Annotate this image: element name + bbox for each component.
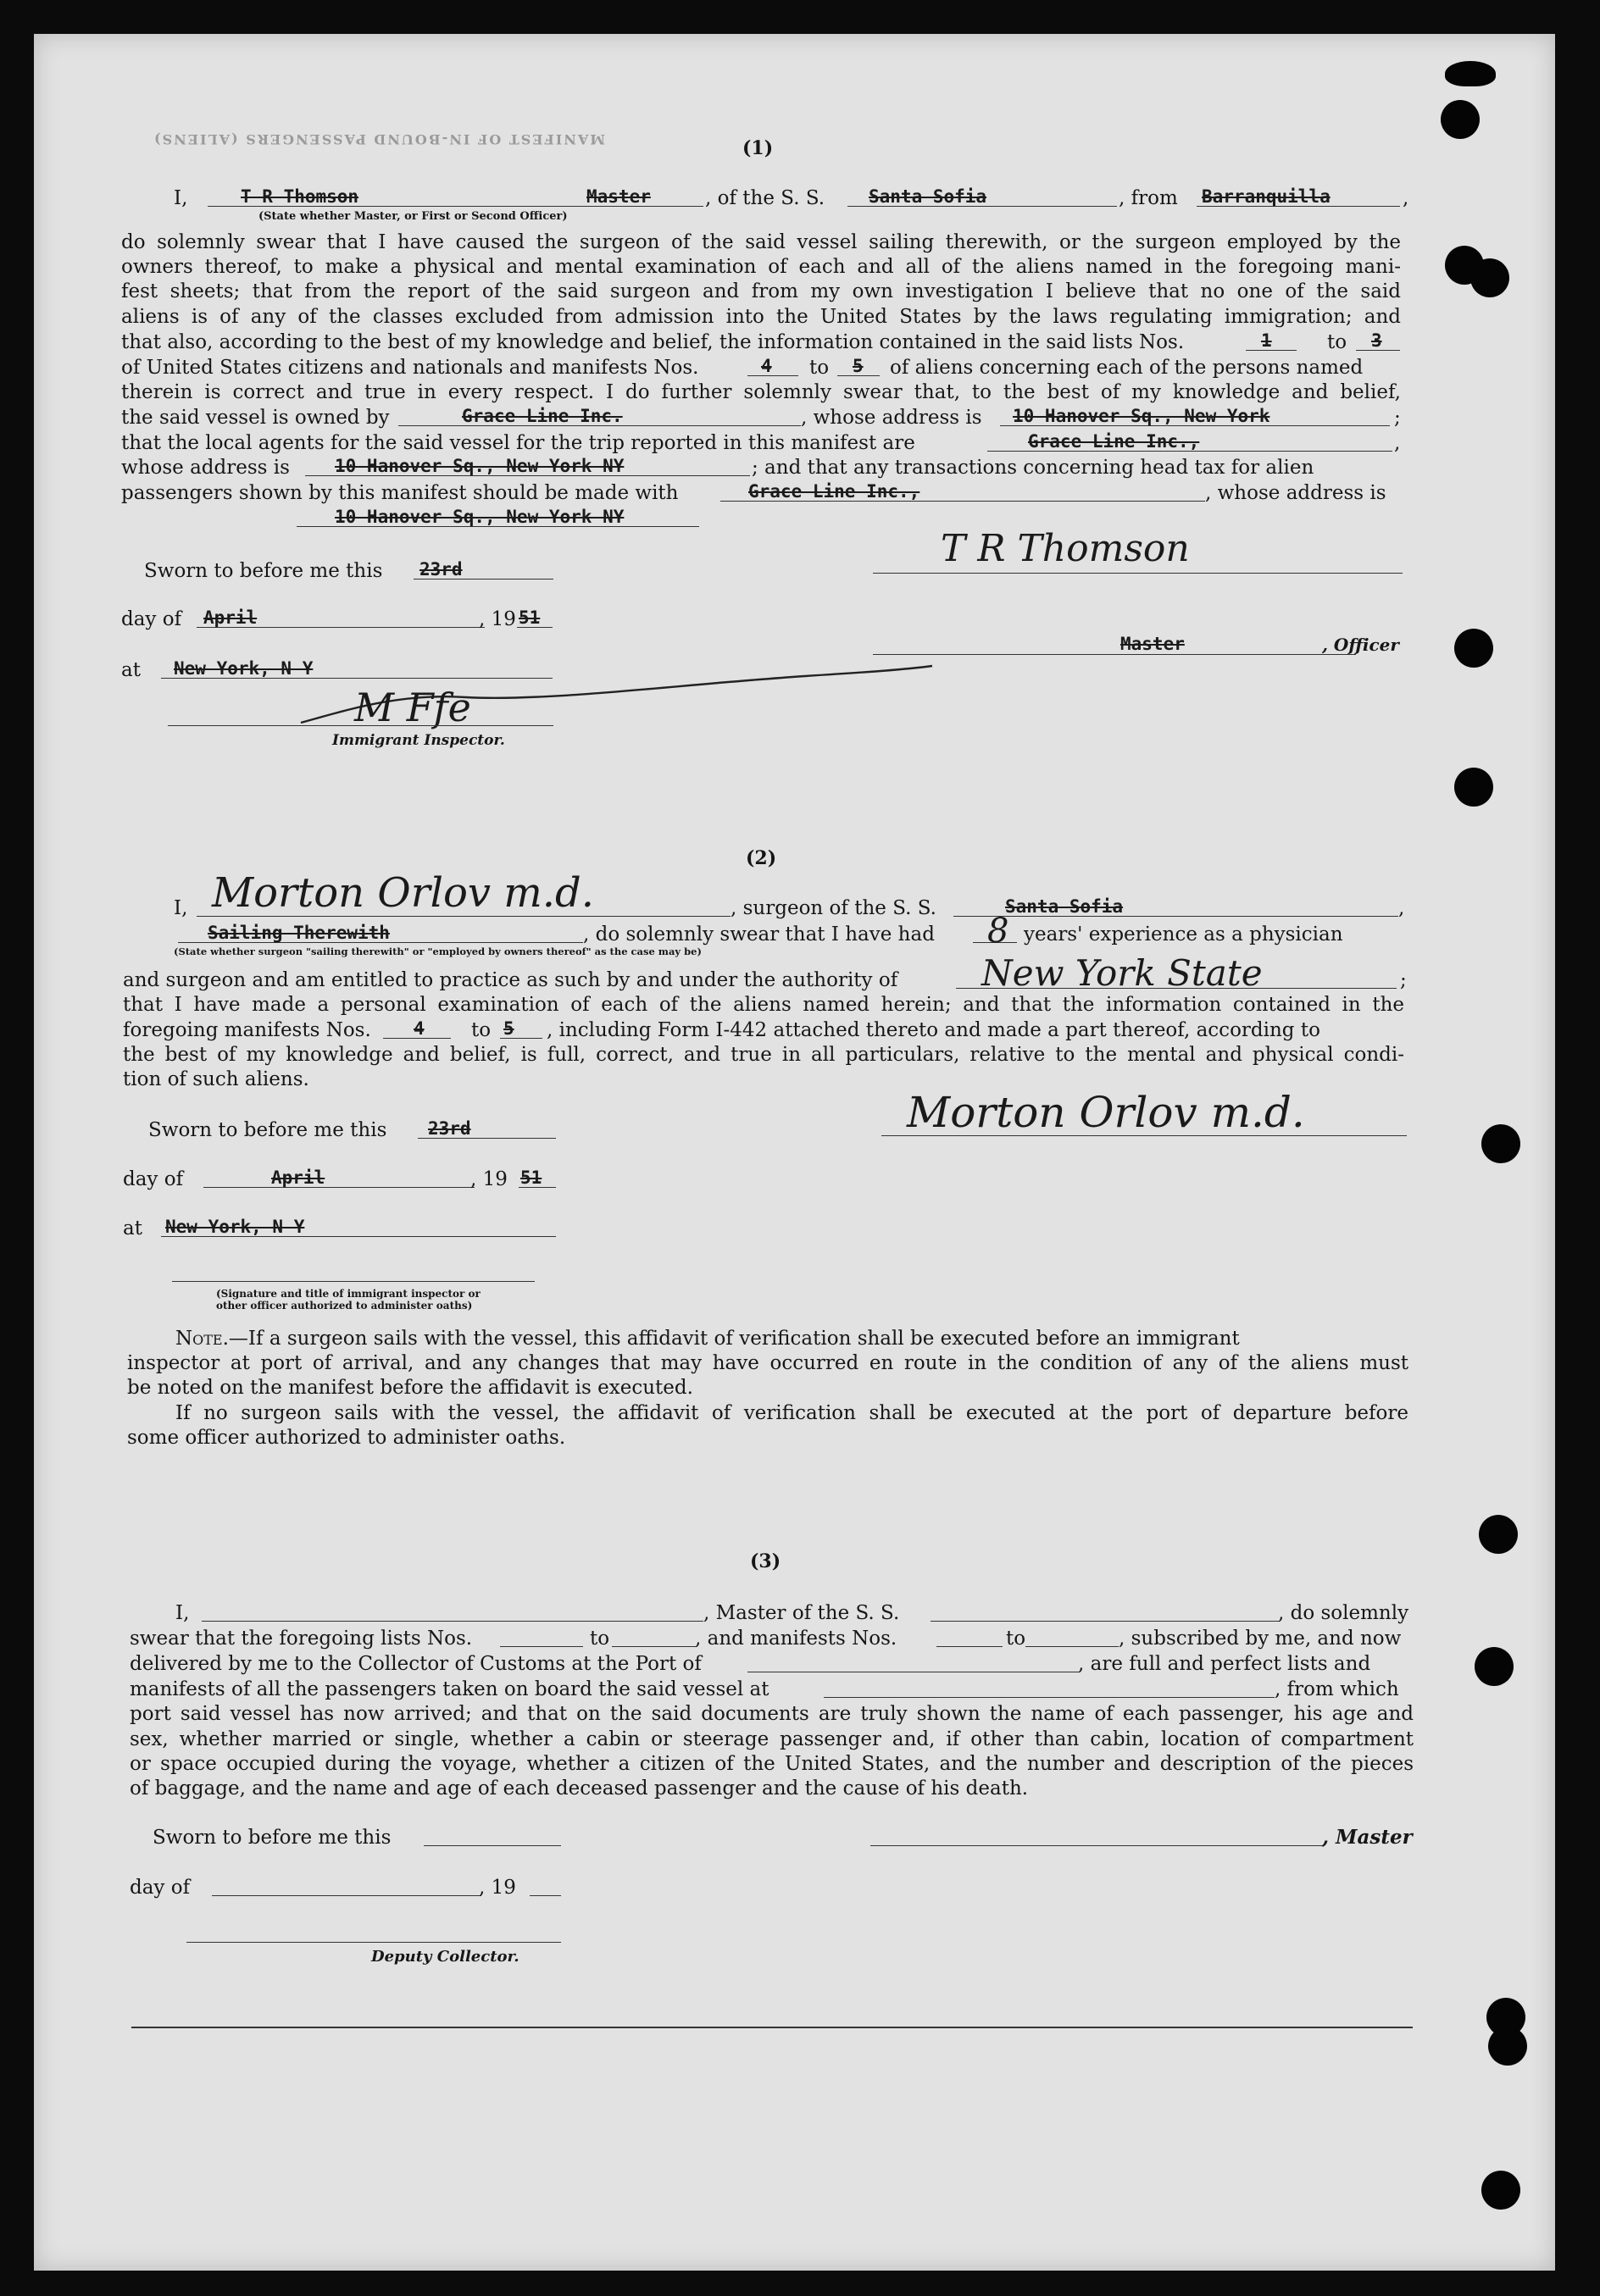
s3-p4a: manifests of all the passengers taken on board the said vessel at — [130, 1678, 769, 1700]
rule-s3-ship — [931, 1621, 1280, 1622]
rule-s3-lists-to — [612, 1646, 697, 1647]
s1-to1: to — [1327, 331, 1347, 353]
s1-day: 23rd — [419, 559, 463, 580]
section-1-number: (1) — [742, 137, 774, 159]
s1-at: at — [121, 659, 141, 681]
s1-para-8a: the said vessel is owned by — [121, 407, 390, 429]
rule-master-sig — [873, 573, 1403, 574]
s1-para-2: owners thereof, to make a physical and mental examination of each and all of the aliens named in the foregoing mani- — [121, 256, 1401, 278]
tax-address: 10 Hanover Sq., New York NY — [335, 507, 625, 527]
s2-manifest-from: 4 — [414, 1018, 425, 1039]
s2-p4a: foregoing manifests Nos. — [123, 1019, 371, 1041]
s2-nineteen: , 19 — [470, 1168, 508, 1190]
punch-hole — [1445, 61, 1496, 86]
s3-master-of: , Master of the S. S. — [703, 1602, 900, 1624]
s2-p1b: , do solemnly swear that I have had — [583, 923, 935, 946]
rule-s3-month — [212, 1895, 481, 1896]
rule-s3-day — [424, 1845, 561, 1846]
punch-hole — [1479, 1515, 1518, 1554]
note-sig-1: (Signature and title of immigrant inspector or — [216, 1288, 481, 1300]
note-para-3: be noted on the manifest before the affidavit is executed. — [127, 1377, 693, 1399]
s3-day-of: day of — [130, 1877, 191, 1899]
s2-at: at — [123, 1217, 142, 1240]
authority-handwritten: New York State — [981, 952, 1263, 994]
s1-para-11b: , whose address is — [1205, 482, 1386, 504]
master-title: Master — [586, 186, 651, 207]
owner-address: 10 Hanover Sq., New York — [1013, 406, 1270, 426]
inspector-label: Immigrant Inspector. — [332, 732, 505, 749]
s1-para-4: aliens is of any of the classes excluded from admission into the United States by the laws regulating immigration; and — [121, 306, 1401, 328]
owner: Grace Line Inc. — [462, 406, 623, 426]
s2-month: April — [271, 1167, 325, 1188]
s1-para-6a: of United States citizens and nationals and manifests Nos. — [121, 357, 699, 379]
s2-p1c: years' experience as a physician — [1024, 923, 1343, 946]
rule-inspector — [168, 725, 553, 726]
s1-at-place: New York, N Y — [174, 658, 314, 679]
s1-comma: , — [1403, 187, 1409, 209]
s3-master-label: , Master — [1322, 1826, 1413, 1849]
manifests-from: 4 — [761, 356, 772, 376]
s1-para-11a: passengers shown by this manifest should be made with — [121, 482, 679, 504]
s1-i: I, — [174, 187, 188, 209]
punch-hole — [1454, 768, 1493, 807]
lists-from: 1 — [1261, 330, 1272, 351]
rule-s2-signature — [172, 1281, 535, 1282]
from-port: Barranquilla — [1202, 186, 1331, 207]
note-para-4: If no surgeon sails with the vessel, the affidavit of verification shall be executed at the port of departure before — [175, 1402, 1408, 1424]
s1-to2: to — [809, 357, 830, 379]
s2-i: I, — [174, 897, 188, 919]
s1-comma2: , — [1394, 432, 1401, 454]
manifests-to: 5 — [853, 356, 864, 376]
agent-address: 10 Hanover Sq., New York NY — [335, 456, 625, 476]
officer-label: , Officer — [1322, 635, 1399, 655]
note-para-2: inspector at port of arrival, and any changes that may have occurred en route in the condition of any of the aliens must — [127, 1352, 1408, 1374]
master-name: T R Thomson — [241, 186, 359, 207]
punch-hole — [1488, 2027, 1527, 2066]
s2-para-6: tion of such aliens. — [123, 1068, 309, 1090]
rule-s3-lists-from — [500, 1646, 583, 1647]
rule-surgeon-name — [197, 916, 731, 917]
note-status: (State whether surgeon "sailing therewith" or "employed by owners thereof" as the case may be) — [174, 946, 702, 957]
bleed-through-header: MANIFEST OF IN-BOUND PASSENGERS (ALIENS) — [153, 131, 606, 147]
punch-hole — [1470, 258, 1509, 297]
rule-s3-year — [530, 1895, 561, 1896]
s3-sworn: Sworn to before me this — [153, 1827, 392, 1849]
s2-para-5: the best of my knowledge and belief, is full, correct, and true in all particulars, relative to the mental and physical condi- — [123, 1044, 1404, 1066]
s2-manifest-to: 5 — [503, 1018, 514, 1039]
s1-para-8b: , whose address is — [801, 407, 982, 429]
s1-semi: ; — [1394, 407, 1401, 429]
s2-semi: ; — [1400, 969, 1407, 991]
years-handwritten: 8 — [987, 912, 1009, 951]
s1-para-10b: ; and that any transactions concerning head tax for alien — [752, 457, 1314, 479]
note-label: Note. — [175, 1328, 229, 1350]
rule-master-title — [873, 654, 1356, 655]
punch-hole — [1475, 1647, 1514, 1686]
bottom-rule — [131, 2027, 1413, 2028]
rule-s3-vessel-at — [824, 1697, 1275, 1698]
s1-para-6b: of aliens concerning each of the persons named — [890, 357, 1364, 379]
s1-para-1: do solemnly swear that I have caused the surgeon of the said vessel sailing therewith, or the surgeon employed by the — [121, 231, 1401, 253]
s1-of-ss: , of the S. S. — [705, 187, 825, 209]
rule-s3-name — [202, 1621, 703, 1622]
section-2-number: (2) — [746, 847, 777, 869]
s2-ship-name: Santa Sofia — [1005, 896, 1124, 917]
s3-do-solemnly: , do solemnly — [1278, 1602, 1409, 1624]
rule-s3-man-to — [1025, 1646, 1119, 1647]
s1-from: , from — [1119, 187, 1178, 209]
master-signature: T R Thomson — [941, 527, 1190, 570]
master-sig-title: Master — [1120, 634, 1185, 654]
lists-to: 3 — [1371, 330, 1382, 351]
agents: Grace Line Inc., — [1028, 431, 1200, 452]
s1-year: 51 — [519, 607, 541, 628]
s2-p4b: , including Form I-442 attached thereto and made a part thereof, according to — [547, 1019, 1320, 1041]
s3-para-8: of baggage, and the name and age of each deceased passenger and the cause of his death. — [130, 1777, 1029, 1800]
s3-to2: to — [1006, 1628, 1026, 1650]
s1-para-9a: that the local agents for the said vessel for the trip reported in this manifest are — [121, 432, 915, 454]
s3-p2a: swear that the foregoing lists Nos. — [130, 1628, 473, 1650]
s1-sworn: Sworn to before me this — [144, 560, 383, 582]
punch-hole — [1481, 2171, 1520, 2210]
rule-deputy — [186, 1942, 561, 1943]
note-para-5: some officer authorized to administer oaths. — [127, 1427, 566, 1449]
punch-hole — [1454, 629, 1493, 668]
s1-para-10a: whose address is — [121, 457, 290, 479]
s1-para-3: fest sheets; that from the report of the said surgeon and from my own investigation I believe that no one of the said — [121, 280, 1401, 302]
s2-year: 51 — [520, 1167, 542, 1188]
s3-p4b: , from which — [1275, 1678, 1399, 1700]
s3-to1: to — [590, 1628, 610, 1650]
s2-at-place: New York, N Y — [165, 1217, 305, 1237]
s3-para-5: port said vessel has now arrived; and that on the said documents are truly shown the name of each passenger, his age and — [130, 1703, 1414, 1725]
s2-comma: , — [1398, 897, 1405, 919]
surgeon-status: Sailing Therewith — [208, 923, 390, 943]
s3-p3a: delivered by me to the Collector of Customs at the Port of — [130, 1653, 702, 1675]
s1-nineteen: , 19 — [479, 608, 516, 630]
rule-s2-month — [203, 1187, 475, 1188]
rule-man-from — [747, 375, 798, 376]
s3-nineteen: , 19 — [479, 1877, 516, 1899]
s2-surgeon-of: , surgeon of the S. S. — [731, 897, 936, 919]
s2-para-3: that I have made a personal examination of each of the aliens named herein; and that the information contained in the — [123, 994, 1404, 1016]
s3-para-7: or space occupied during the voyage, whether a citizen of the United States, and the number and description of the pieces — [130, 1753, 1414, 1775]
s2-to: to — [471, 1019, 492, 1041]
s1-day-of: day of — [121, 608, 182, 630]
surgeon-signature: Morton Orlov m.d. — [907, 1088, 1305, 1137]
rule-s3-man-from — [936, 1646, 1003, 1647]
s2-day: 23rd — [428, 1118, 471, 1139]
inspector-signature: M Ffe — [354, 685, 471, 730]
s2-p2a: and surgeon and am entitled to practice as such by and under the authority of — [123, 969, 898, 991]
s3-p2c: , subscribed by me, and now — [1119, 1628, 1402, 1650]
note-para-1 — [175, 1327, 1408, 1350]
note-line-1: —If a surgeon sails with the vessel, this affidavit of verification shall be executed before an immigrant — [228, 1328, 1240, 1350]
tax-agent: Grace Line Inc., — [748, 481, 920, 502]
note-sig-2: other officer authorized to administer oaths) — [216, 1300, 473, 1312]
s3-p2b: , and manifests Nos. — [695, 1628, 897, 1650]
deputy-collector-label: Deputy Collector. — [371, 1948, 519, 1966]
punch-hole — [1441, 100, 1480, 139]
s1-para-7: therein is correct and true in every respect. I do further solemnly swear that, to the best of my knowledge and belief, — [121, 381, 1401, 403]
rule-s3-master-sig — [870, 1845, 1324, 1846]
s1-month: April — [203, 607, 258, 628]
s3-p3b: , are full and perfect lists and — [1078, 1653, 1371, 1675]
punch-hole — [1481, 1124, 1520, 1163]
section-3-number: (3) — [750, 1550, 781, 1572]
s2-sworn: Sworn to before me this — [148, 1119, 387, 1141]
rule-surgeon-sig — [881, 1135, 1407, 1136]
surgeon-name-handwritten: Morton Orlov m.d. — [212, 869, 595, 917]
ship-name: Santa Sofia — [869, 186, 987, 207]
s1-para-5a: that also, according to the best of my knowledge and belief, the information contained in the said lists Nos. — [121, 331, 1185, 353]
s3-i: I, — [175, 1602, 190, 1624]
note-title: (State whether Master, or First or Second Officer) — [258, 210, 568, 223]
s3-para-6: sex, whether married or single, whether a cabin or steerage passenger and, if other than cabin, location of compartment — [130, 1728, 1414, 1750]
s2-day-of: day of — [123, 1168, 184, 1190]
